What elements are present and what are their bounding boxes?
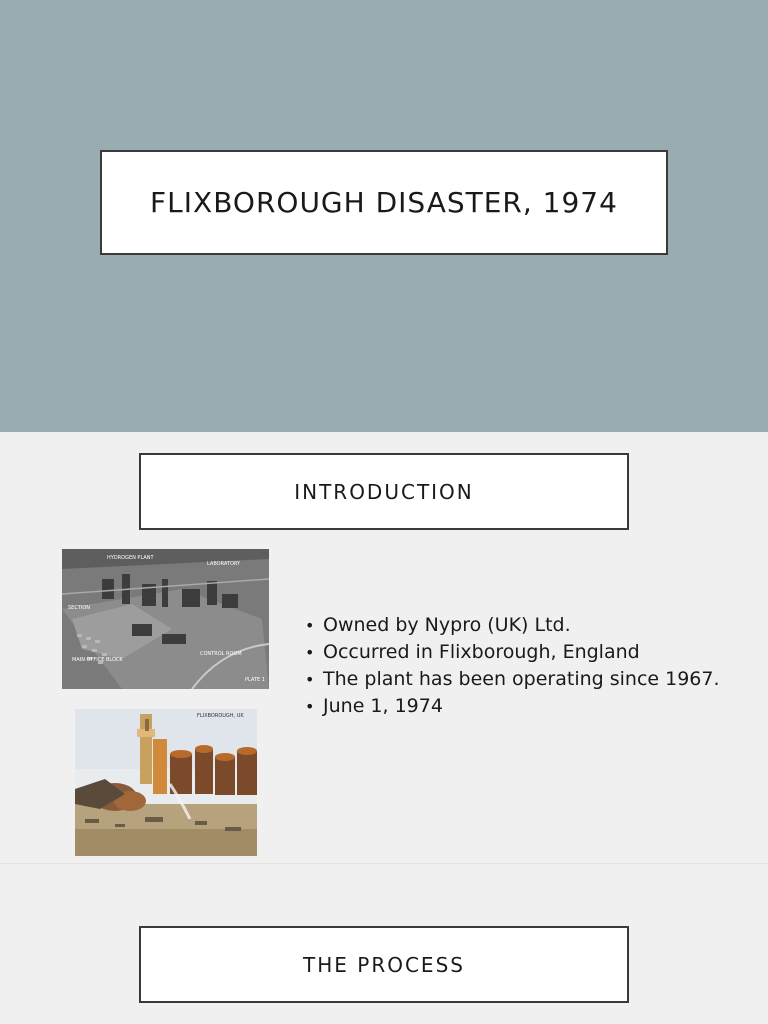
- bullet-item: • Occurred in Flixborough, England: [305, 639, 745, 666]
- bullet-item: • The plant has been operating since 1967.: [305, 666, 745, 693]
- section-title: THE PROCESS: [303, 952, 465, 977]
- aerial-photo-label: SECTION: [68, 605, 91, 611]
- title-box: [100, 150, 668, 255]
- presentation-title: FLIXBOROUGH DISASTER, 1974: [150, 186, 618, 219]
- introduction-slide: [0, 432, 768, 864]
- bullet-item: • Owned by Nypro (UK) Ltd.: [305, 612, 745, 639]
- section-title: INTRODUCTION: [294, 479, 474, 504]
- aerial-photo-label: PLATE 1: [245, 677, 265, 683]
- section-title-box: [139, 926, 629, 1003]
- wreckage-image: [75, 709, 257, 856]
- section-title-box: [139, 453, 629, 530]
- wreckage-photo-caption: FLIXBOROUGH, UK: [197, 713, 244, 719]
- aerial-photo-label: LABORATORY: [207, 561, 241, 567]
- bullet-item: • June 1, 1974: [305, 693, 745, 720]
- process-slide: [0, 865, 768, 1024]
- title-slide: [0, 0, 768, 432]
- wreckage-photo: [75, 709, 257, 856]
- aerial-plant-image: [62, 549, 269, 689]
- aerial-plant-photo: [62, 549, 269, 689]
- introduction-bullet-list: [305, 612, 745, 720]
- aerial-photo-label: MAIN OFFICE BLOCK: [72, 657, 123, 663]
- aerial-photo-label: CONTROL ROOM: [200, 651, 242, 657]
- aerial-photo-label: HYDROGEN PLANT: [107, 555, 154, 561]
